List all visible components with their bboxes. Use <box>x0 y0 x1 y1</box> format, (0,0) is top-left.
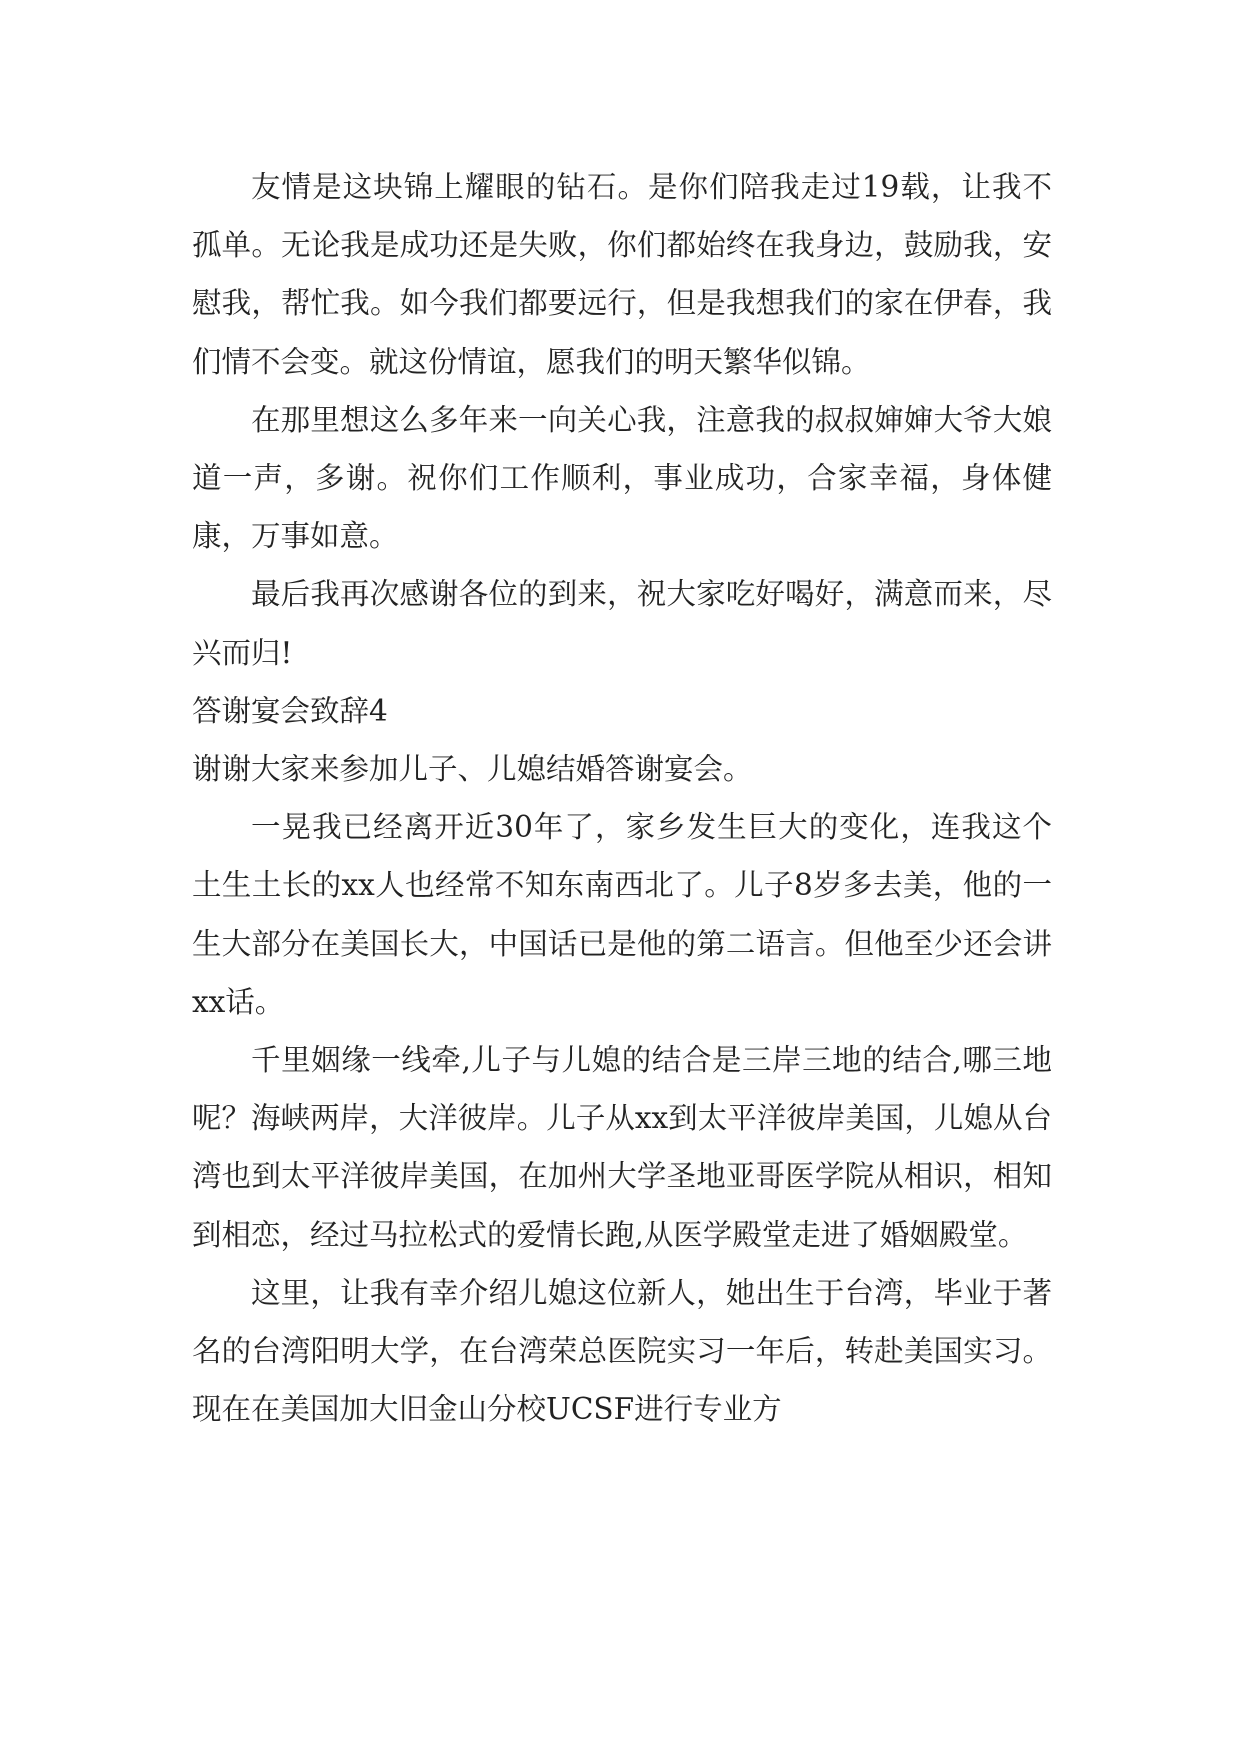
paragraph-friendship: 友情是这块锦上耀眼的钻石。是你们陪我走过19载，让我不孤单。无论我是成功还是失败，你们都始终在我身边，鼓励我，安慰我，帮忙我。如今我们都要远行，但是我想我们的家在伊春，我们情不会变。就这份情谊，愿我们的明天繁华似锦。 <box>192 170 1052 379</box>
paragraph-hometown: 一晃我已经离开近30年了，家乡发生巨大的变化，连我这个土生土长的xx人也经常不知东南西北了。儿子8岁多去美，他的一生大部分在美国长大，中国话已是他的第二语言。但他至少还会讲xx话。 <box>192 810 1052 1019</box>
document-body <box>192 158 1052 1438</box>
paragraph-closing-thanks: 最后我再次感谢各位的到来，祝大家吃好喝好，满意而来，尽兴而归! <box>192 577 1052 670</box>
paragraph-bride-intro: 这里，让我有幸介绍儿媳这位新人，她出生于台湾，毕业于著名的台湾阳明大学，在台湾荣总医院实习一年后，转赴美国实习。现在在美国加大旧金山分校UCSF进行专业方 <box>192 1275 1052 1427</box>
paragraph-marriage-story: 千里姻缘一线牵,儿子与儿媳的结合是三岸三地的结合,哪三地呢？海峡两岸，大洋彼岸。儿子从xx到太平洋彼岸美国，儿媳从台湾也到太平洋彼岸美国，在加州大学圣地亚哥医学院从相识，相知到相恋，经过马拉松式的爱情长跑,从医学殿堂走进了婚姻殿堂。 <box>192 1043 1052 1252</box>
section-heading: 答谢宴会致辞4 <box>192 693 388 728</box>
paragraph-opening-thanks: 谢谢大家来参加儿子、儿媳结婚答谢宴会。 <box>192 752 753 787</box>
paragraph-thanks-elders: 在那里想这么多年来一向关心我，注意我的叔叔婶婶大爷大娘道一声，多谢。祝你们工作顺利，事业成功，合家幸福，身体健康，万事如意。 <box>192 402 1052 554</box>
